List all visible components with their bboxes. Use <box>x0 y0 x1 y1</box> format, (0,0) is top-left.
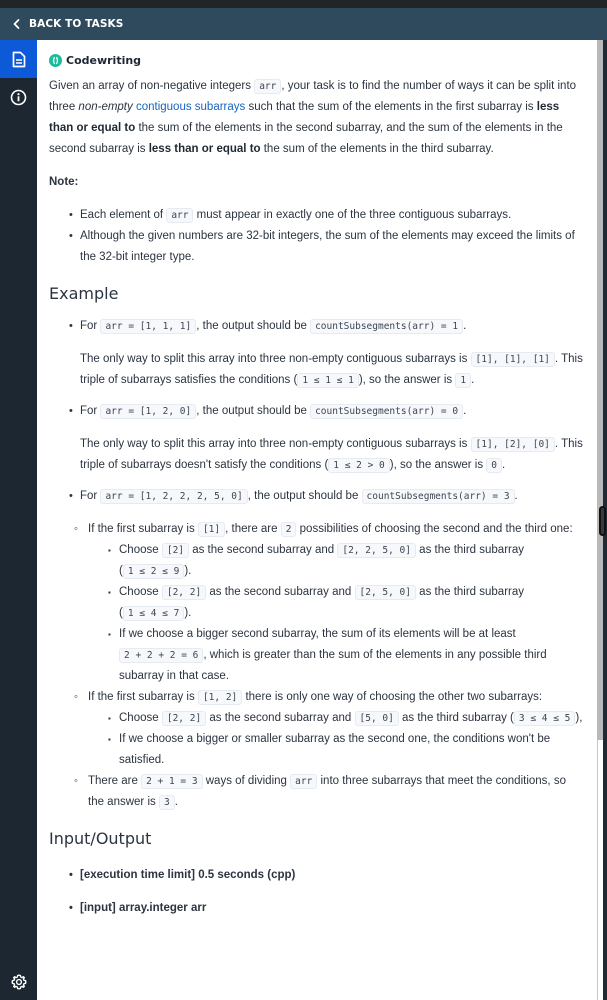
example-explanation <box>80 349 583 391</box>
text: ). <box>184 565 192 577</box>
nested-list-item <box>88 708 583 729</box>
task-type-header <box>49 52 583 68</box>
inline-code: arr = [1, 2, 0] <box>100 404 196 419</box>
text: possibilities of choosing the second and the third one: <box>296 523 573 535</box>
text: , the output should be <box>247 490 362 502</box>
text: as the third subarray ( <box>398 712 514 724</box>
text: Given an array of non-negative integers <box>49 80 255 92</box>
info-icon <box>10 89 27 106</box>
inline-code: [1] <box>198 522 225 537</box>
text: . <box>463 405 467 417</box>
list-item <box>49 226 583 268</box>
example-explanation <box>80 434 583 476</box>
text: ), so the answer is <box>389 459 487 471</box>
nested-list-item <box>88 624 583 687</box>
text: . <box>174 796 178 808</box>
text: Choose <box>119 544 162 556</box>
text: ). <box>184 607 192 619</box>
sidebar <box>0 40 37 1000</box>
task-type-label: Codewriting <box>66 53 142 67</box>
inline-code: countSubsegments(arr) = 0 <box>310 404 463 419</box>
inline-code: [2, 2, 5, 0] <box>337 543 416 558</box>
text: If the first subarray is <box>88 691 198 703</box>
inline-code: [2, 2] <box>162 711 206 726</box>
inline-code: 1 ≤ 1 ≤ 1 <box>297 373 358 388</box>
inline-code: [2, 5, 0] <box>355 585 416 600</box>
text: If we choose a bigger second subarray, the sum of its elements will be at least <box>119 628 516 640</box>
sublist-item <box>70 519 583 687</box>
inline-code: 2 + 1 = 3 <box>141 774 202 789</box>
text: . <box>514 490 518 502</box>
contiguous-subarrays-link[interactable]: contiguous subarrays <box>135 101 246 113</box>
text: into three subarrays that meet the conditions, so the answer is <box>88 775 566 808</box>
back-to-tasks-button[interactable] <box>10 17 123 31</box>
task-description-panel <box>37 40 597 1000</box>
sidebar-item-settings[interactable] <box>0 970 37 994</box>
sublist-item <box>70 687 583 771</box>
text: ways of dividing <box>202 775 291 787</box>
document-icon <box>12 51 26 68</box>
text: Each element of <box>80 209 167 221</box>
inline-code: 1 <box>455 373 471 388</box>
top-header <box>0 8 607 40</box>
io-item: • [execution time limit] 0.5 seconds (cpp) <box>49 865 583 886</box>
codewriting-icon <box>49 54 62 67</box>
inline-code: [1, 2] <box>198 690 242 705</box>
inline-code: [1], [1], [1] <box>471 352 555 367</box>
text: . This triple of subarrays satisfies the conditions ( <box>80 353 583 386</box>
example-item <box>49 401 583 476</box>
text: For <box>80 405 101 417</box>
text: . <box>471 374 475 386</box>
inline-code: arr <box>166 208 193 223</box>
note-label: Note: <box>49 176 79 188</box>
text: as the third subarray ( <box>119 544 525 577</box>
inline-code: 3 ≤ 4 ≤ 5 <box>514 711 575 726</box>
inline-code: 1 ≤ 2 ≤ 9 <box>123 564 184 579</box>
emphasis-text: non-empty <box>78 101 133 113</box>
chevron-left-icon <box>10 17 24 31</box>
text: such that the sum of the elements in the first subarray is <box>245 101 537 113</box>
nested-list-item <box>88 582 583 624</box>
text: Choose <box>119 712 162 724</box>
inline-code: 1 ≤ 2 > 0 <box>328 458 389 473</box>
example-item <box>49 316 583 391</box>
example-item <box>49 486 583 507</box>
inline-code: 1 ≤ 4 ≤ 7 <box>123 606 184 621</box>
text: . <box>502 459 506 471</box>
nested-list-item <box>88 540 583 582</box>
nested-list-item <box>88 729 583 771</box>
example-heading: Example <box>49 284 119 303</box>
inline-code: arr <box>254 79 281 94</box>
text: as the second subarray and <box>189 544 338 556</box>
io-item: • [input] array.integer arr <box>49 898 583 919</box>
text: . <box>463 320 467 332</box>
input-output-heading: Input/Output <box>49 829 152 848</box>
bold-text: less than or equal to <box>148 143 261 155</box>
inline-code: 2 <box>281 522 297 537</box>
task-intro <box>49 76 583 160</box>
inline-code: arr <box>290 774 317 789</box>
notes-list <box>49 205 583 268</box>
inline-code: 0 <box>486 458 502 473</box>
text: the sum of the elements in the third subarray. <box>260 143 494 155</box>
text: If we choose a bigger or smaller subarray as the second one, the conditions won't be satisfied. <box>119 733 551 766</box>
text: The only way to split this array into three non-empty contiguous subarrays is <box>80 438 471 450</box>
panel-resize-handle[interactable] <box>599 506 606 536</box>
text: as the third subarray ( <box>119 586 525 619</box>
text: as the second subarray and <box>206 586 355 598</box>
gear-icon <box>11 974 27 990</box>
text: For <box>80 320 101 332</box>
example-3-sublist <box>70 519 583 813</box>
inline-code: countSubsegments(arr) = 1 <box>310 319 463 334</box>
text: Choose <box>119 586 162 598</box>
text: the sum of the elements in the second subarray, and the sum of the elements in the second subarray is <box>49 122 563 155</box>
inline-code: [5, 0] <box>355 711 399 726</box>
text: , your task is to find the number of ways it can be split into three <box>49 80 577 113</box>
text: there is only one way of choosing the other two subarrays: <box>242 691 543 703</box>
text: . This triple of subarrays doesn't satisfy the conditions ( <box>80 438 583 471</box>
text: , there are <box>225 523 281 535</box>
text: , the output should be <box>196 320 311 332</box>
list-item <box>49 205 583 226</box>
text: ), <box>575 712 583 724</box>
text: must appear in exactly one of the three contiguous subarrays. <box>193 209 512 221</box>
inline-code: arr = [1, 2, 2, 2, 5, 0] <box>100 489 247 504</box>
inline-code: countSubsegments(arr) = 3 <box>362 489 515 504</box>
nested-list <box>88 540 583 687</box>
inline-code: 3 <box>159 795 175 810</box>
text: Although the given numbers are 32-bit integers, the sum of the elements may exceed the limits of the 32-bit integer type. <box>80 230 575 263</box>
inline-code: [1], [2], [0] <box>471 437 555 452</box>
inline-code: [2, 2] <box>162 585 206 600</box>
sidebar-item-info[interactable] <box>0 78 37 116</box>
back-to-tasks-label: BACK TO TASKS <box>29 18 124 30</box>
inline-code: [2] <box>162 543 189 558</box>
text: The only way to split this array into three non-empty contiguous subarrays is <box>80 353 471 365</box>
text: If the first subarray is <box>88 523 198 535</box>
window-top-strip <box>0 0 607 8</box>
text: ), so the answer is <box>358 374 456 386</box>
nested-list <box>88 708 583 771</box>
text: as the second subarray and <box>206 712 355 724</box>
text: For <box>80 490 101 502</box>
examples-list <box>49 316 583 507</box>
inline-code: arr = [1, 1, 1] <box>100 319 196 334</box>
input-output-list <box>49 865 583 919</box>
sidebar-item-description[interactable] <box>0 40 37 78</box>
text: , the output should be <box>196 405 311 417</box>
inline-code: 2 + 2 + 2 = 6 <box>119 648 203 663</box>
bold-text: less than or equal to <box>49 101 560 134</box>
text: , which is greater than the sum of the elements in any possible third subarray in that case. <box>119 649 547 682</box>
text: There are <box>88 775 142 787</box>
sublist-item <box>70 771 583 813</box>
